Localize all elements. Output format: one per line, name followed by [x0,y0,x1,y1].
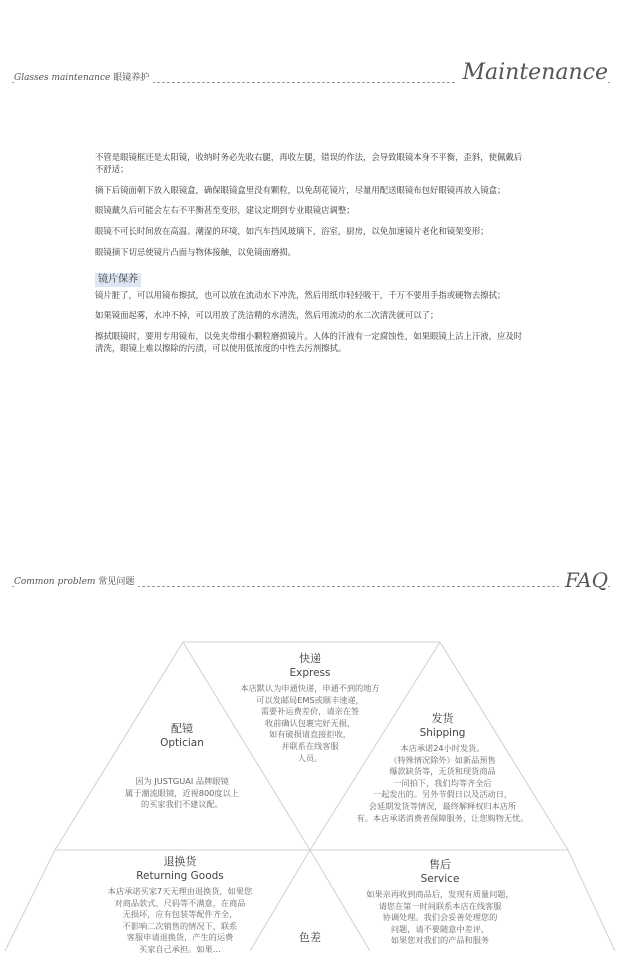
paragraph: 擦拭眼镜时，要用专用镜布，以免夹带细小颗粒磨损镜片。人体的汗液有一定腐蚀性，如果眼镜上沾上汗液，应及时清洗，眼镜上难以擦除的污渍，可以使用低浓度的中性去污剂擦拭。 [95,331,523,353]
faq-shipping [330,712,555,824]
faq-line: 请您在第一时间联系本店在线客服 [378,900,502,911]
faq-line: 一同拍下，我们均等齐全后 [393,777,492,788]
faq-line: 协调处理。我们会妥善处理您的 [382,912,498,923]
faq-color [270,931,350,945]
faq-title-en: Returning Goods [136,870,224,882]
paragraph: 眼镜戴久后可能会左右不平衡甚至变形，建议定期到专业眼镜店调整； [95,205,355,216]
faq-line: 的买家我们不建议配。 [141,799,223,810]
faq-line: 本店承诺24小时发货。 [400,743,485,753]
faq-returning [80,855,280,956]
faq-line: 一起发出的。另外节假日以及活动日， [372,789,513,800]
section-label-en: Common problem [14,577,96,587]
section-label-en: Glasses maintenance [14,73,111,83]
lens-care-heading: 镜片保养 [95,273,141,287]
faq-line: 爆款缺货等，无货和现货商品 [389,766,496,777]
faq-line: 可以发邮局EMS或顺丰速递， [256,694,364,705]
faq-line: 对商品款式、尺码等不满意，在商品 [114,897,246,908]
faq-line: 本店默认为申通快递，申通不到的地方 [240,683,380,693]
faq-line: 买家自己承担。如果… [139,943,221,954]
maintenance-text [95,152,530,364]
faq-title-cn: 退换货 [163,855,197,868]
faq-line: 需要补运费差价，请亲在签 [260,706,360,717]
faq-line: 无损坏，应有包装等配件齐全， [122,909,238,920]
faq-line: 如果亲再收到商品后，发现有质量问题， [366,889,514,899]
paragraph: 如果镜面起雾，水冲不掉，可以用放了洗洁精的水清洗，然后用流动的水二次清洗就可以了； [95,310,439,321]
faq-title-cn: 色差 [299,931,321,944]
faq-title-en: Optician [160,737,204,749]
faq-line: 本店承诺买家7天无理由退换货，如果您 [107,886,253,896]
paragraph: 摘下后镜面朝下放入眼镜盒，确保眼镜盒里没有颗粒，以免刮花镜片，尽量用配送眼镜布包好眼镜再放入镜盒； [95,184,506,195]
faq-title-cn: 发货 [431,712,454,725]
faq-line: 如有破损请直接拒收， [269,729,351,740]
section-title: Maintenance [456,60,608,85]
faq-line: 属于潮流眼镜，近视800度以上 [125,787,239,798]
maintenance-header [0,56,620,96]
faq-line: 人员。 [297,752,323,763]
faq-title-cn: 快递 [299,652,321,665]
faq-line: 客服申请退换货，产生的运费 [126,932,234,943]
section-label-cn: 常见问题 [98,577,135,587]
faq-line: 收前确认包裹完好无损， [264,717,356,728]
faq-title-en: Express [289,667,331,679]
section-label [14,574,138,587]
faq-title-cn: 售后 [429,858,451,871]
faq-line: 会延期发货等情况，最终解释权归本店所 [368,800,517,811]
faq-line: 如果您对我们的产品和服务 [390,935,490,946]
section-label [14,70,153,83]
section-label-cn: 眼镜养护 [113,73,150,83]
faq-line: 并联系在线客服 [281,740,339,751]
faq-line: 不影响二次销售的情况下，联系 [122,920,238,931]
paragraph: 眼镜摘下切忌使镜片凸面与物体接触，以免镜面磨损。 [95,246,296,257]
faq-title-en: Shipping [419,727,466,739]
faq-line: （特殊情况除外）如新品预售 [389,754,496,765]
faq-service [340,858,540,947]
faq-line: 有。本店承诺消费者保障服务，让您购物无忧。 [356,812,529,823]
paragraph: 镜片脏了，可以用镜布擦拭，也可以放在流动水下冲洗，然后用纸巾轻轻吸干，千万不要用手指或硬物去擦拭； [95,289,506,300]
faq-line: 因为 JUSTGUAI 品牌眼镜 [135,776,229,786]
paragraph: 眼镜不可长时间放在高温、潮湿的环境，如汽车挡风玻璃下，浴室，厨房，以免加速镜片老化和镜架变形； [95,226,489,237]
faq-line: 问题，请不要随意中差评， [390,923,490,934]
paragraph: 不管是眼镜框还是太阳镜，收纳时务必先收右腿，再收左腿，错误的作法，会导致眼镜本身不平衡，歪斜，使佩戴后不舒适； [95,152,523,174]
faq-title-en: Service [420,873,460,885]
faq-header [0,560,620,600]
faq-optician [92,722,272,811]
faq-title-cn: 配镜 [171,722,193,735]
section-title: FAQ [559,568,608,592]
